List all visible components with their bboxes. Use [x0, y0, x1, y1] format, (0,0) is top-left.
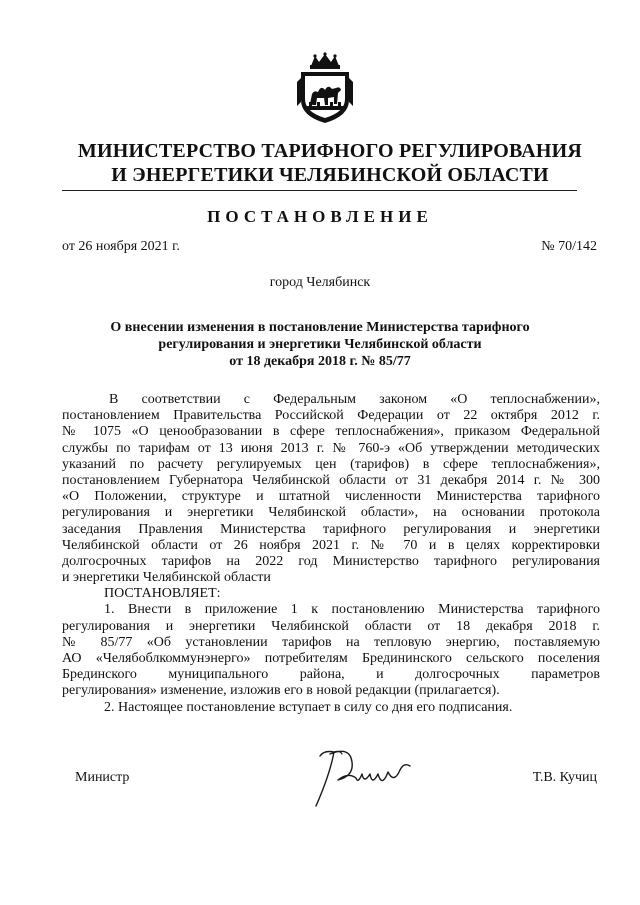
- body-line: Челябинской области от 26 ноября 2021 г. № 70 и в целях корректировки: [62, 537, 600, 553]
- header-divider: [62, 190, 577, 191]
- body-line: Брединского муниципального района, и долгосрочных параметров: [62, 667, 600, 683]
- decree-number: № 70/142: [541, 239, 597, 254]
- signatory-name: Т.В. Кучиц: [532, 770, 597, 785]
- body-line: службы по тарифам от 13 июня 2013 г. № 760-э «Об утверждении методических: [62, 440, 600, 456]
- body-line: АО «Челябоблкоммунэнерго» потребителям Бредининского сельского поселения: [62, 651, 600, 666]
- body-line: № 1075 «О ценообразовании в сфере теплоснабжения», приказом Федеральной: [62, 424, 600, 440]
- body-line: 2. Настоящее постановление вступает в силу со дня его подписания.: [104, 699, 513, 715]
- decree-title: ПОСТАНОВЛЕНИЕ: [207, 207, 433, 226]
- signatory-position: Министр: [75, 770, 130, 785]
- subject-line2: регулирования и энергетики Челябинской области: [158, 337, 482, 352]
- ministry-name-line2: И ЭНЕРГЕТИКИ ЧЕЛЯБИНСКОЙ ОБЛАСТИ: [111, 164, 549, 186]
- body-line: 1. Внести в приложение 1 к постановлению Министерства тарифного: [104, 602, 600, 618]
- ministry-name: [40, 139, 620, 187]
- body-line: регулирования» изменение, изложив его в новой редакции (прилагается).: [62, 683, 500, 699]
- body-line: регулирования и энергетики Челябинской области», на основании протокола: [62, 505, 600, 521]
- body-line: долгосрочных тарифов на 2022 год Министерство тарифного регулирования: [62, 553, 600, 569]
- body-line: указаний по расчету регулируемых цен (тарифов) в сфере теплоснабжения»,: [62, 456, 600, 472]
- resolves-heading: ПОСТАНОВЛЯЕТ:: [104, 586, 221, 602]
- subject-line1: О внесении изменения в постановление Министерства тарифного: [110, 320, 530, 335]
- ministry-name-line1: МИНИСТЕРСТВО ТАРИФНОГО РЕГУЛИРОВАНИЯ: [77, 140, 583, 162]
- coat-of-arms-icon: [295, 52, 355, 124]
- body-line: и энергетики Челябинской области: [62, 570, 271, 586]
- decree-subject: [90, 319, 550, 370]
- decree-date: от 26 ноября 2021 г.: [62, 239, 180, 254]
- body-line: постановлением Губернатора Челябинской области от 31 декабря 2014 г. № 300: [62, 472, 600, 488]
- body-line: В соответствии с Федеральным законом «О теплоснабжении»,: [109, 392, 600, 407]
- handwritten-signature: [290, 744, 440, 814]
- body-line: постановлением Правительства Российской Федерации от 22 октября 2012 г.: [62, 408, 600, 424]
- subject-line3: от 18 декабря 2018 г. № 85/77: [229, 354, 411, 369]
- decree-city: город Челябинск: [269, 275, 371, 290]
- body-line: регулирования и энергетики Челябинской области от 18 декабря 2018 г.: [62, 618, 600, 634]
- body-line: «О Положении, структуре и штатной численности Министерства тарифного: [62, 489, 600, 505]
- body-line: заседания Правления Министерства тарифного регулирования и энергетики: [62, 521, 600, 537]
- decree-body: [62, 392, 600, 716]
- body-line: № 85/77 «Об установлении тарифов на тепловую энергию, поставляемую: [62, 634, 600, 650]
